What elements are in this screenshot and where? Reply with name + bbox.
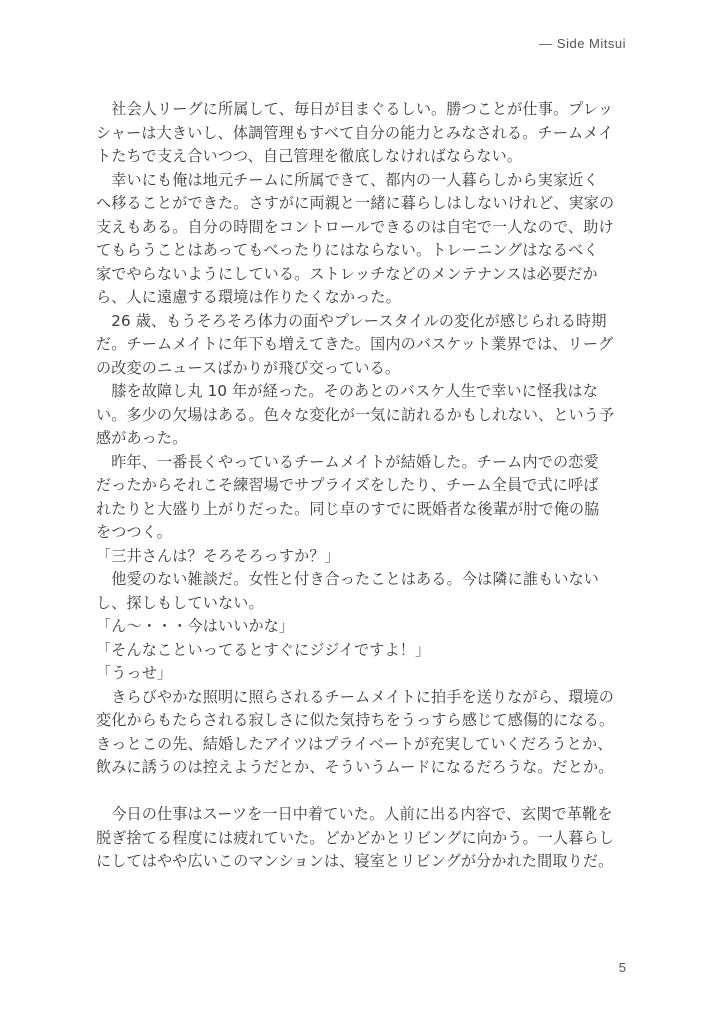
dialogue-line: 「三井さんは？そろそろっすか？」: [96, 546, 340, 565]
text-line: い。多少の欠場はある。色々な変化が一気に訪れるかもしれない、という予: [96, 405, 615, 424]
text-line: にしてはやや広いこのマンションは、寝室とリビングが分かれた間取りだ。: [96, 852, 614, 870]
text-line: 昨年、一番長くやっているチームメイトが結婚した。チーム内での恋愛: [96, 452, 599, 471]
text-line: だ。チームメイトに年下も増えてきた。国内のバスケット業界では、リーグ: [96, 335, 614, 353]
text-line: 今日の仕事はスーツを一日中着ていた。人前に出る内容で、玄関で革靴を: [96, 805, 613, 823]
running-header: — Side Mitsui: [539, 36, 626, 51]
text-line: 他愛のない雑談だ。女性と付き合ったことはある。今は隣に誰もいない: [96, 570, 600, 588]
text-line: 家でやらないようにしている。ストレッチなどのメンテナンスは必要だか: [96, 264, 598, 283]
text-line: だったからそれこそ練習場でサプライズをしたり、チーム全員で式に呼ば: [96, 476, 599, 494]
text-line: 脱ぎ捨てる程度には疲れていた。どかどかとリビングに向かう。一人暮らし: [96, 828, 614, 847]
text-line: 幸いにも俺は地元チームに所属できて、都内の一人暮らしから実家近く: [96, 170, 599, 189]
text-line: 膝を故障し丸 10 年が経った。そのあとのバスケ人生で幸いに怪我はな: [96, 382, 598, 400]
text-line: の改変のニュースばかりが飛び交っている。: [96, 358, 401, 377]
dialogue-line: 「うっせ」: [96, 664, 173, 682]
dialogue-line: 「そんなこといってるとすぐにジジイですよ！」: [96, 640, 431, 659]
text-line: きらびやかな照明に照らされるチームメイトに拍手を送りながら、環境の: [96, 687, 614, 706]
text-line: し、探しもしていない。: [96, 593, 264, 612]
text-line: 社会人リーグに所属して、毎日が目まぐるしい。勝つことが仕事。プレッ: [96, 100, 614, 118]
section-break: [96, 780, 628, 804]
text-line: 変化からもたらされる寂しさに似た気持ちをうっすら感じて感傷的になる。: [96, 711, 615, 729]
text-line: シャーは大きいし、体調管理もすべて自分の能力とみなされる。チームメイ: [96, 123, 614, 142]
text-line: をつつく。: [96, 523, 172, 541]
text-line: 26 歳、もうそろそろ体力の面やプレースタイルの変化が感じられる時期: [96, 311, 607, 330]
dialogue-line: 「ん〜・・・今はいいかな」: [96, 617, 295, 635]
text-line: 支えもある。自分の時間をコントロールできるのは自宅で一人なので、助け: [96, 217, 614, 236]
text-line: ら、人に遠慮する環境は作りたくなかった。: [96, 288, 401, 306]
text-line: トたちで支え合いつつ、自己管理を徹底しなければならない。: [96, 147, 523, 165]
text-line: 飲みに誘うのは控えようだとか、そういうムードになるだろうな。だとか。: [96, 758, 614, 776]
body-text: [96, 98, 628, 874]
text-line: てもらうことはあってもべったりにはならない。トレーニングはなるべく: [96, 241, 599, 259]
text-line: れたりと大盛り上がりだった。同じ卓のすでに既婚者な後輩が肘で俺の脇: [96, 499, 600, 518]
text-line: 感があった。: [96, 429, 188, 447]
text-line: きっとこの先、結婚したアイツはプライベートが充実していくだろうとか、: [96, 734, 613, 753]
page-number: 5: [618, 960, 626, 975]
text-line: へ移ることができた。さすがに両親と一緒に暮らしはしないけれど、実家の: [96, 194, 615, 212]
